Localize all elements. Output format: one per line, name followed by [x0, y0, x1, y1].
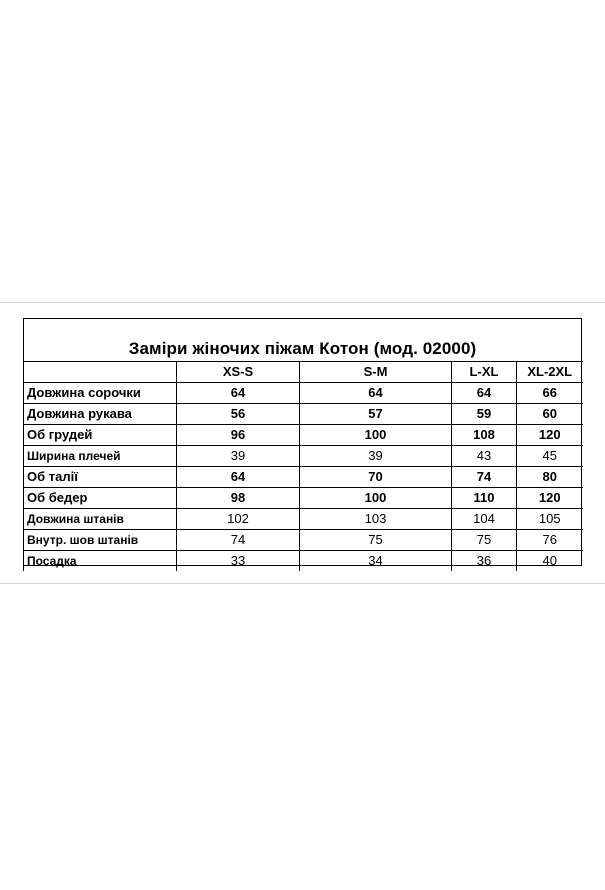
table-cell: 104	[452, 509, 517, 530]
table-row	[24, 530, 583, 551]
table-cell: 39	[177, 446, 300, 467]
header-size-xs-s: XS-S	[177, 362, 300, 383]
page-divider-top	[0, 302, 605, 303]
header-size-xl-2xl: XL-2XL	[517, 362, 583, 383]
table-cell: 100	[300, 425, 452, 446]
table-cell: 96	[177, 425, 300, 446]
header-size-s-m: S-M	[300, 362, 452, 383]
table-cell: 57	[300, 404, 452, 425]
table-row	[24, 446, 583, 467]
header-size-l-xl: L-XL	[452, 362, 517, 383]
table-cell: 102	[177, 509, 300, 530]
header-blank-cell	[24, 362, 177, 383]
table-cell: 56	[177, 404, 300, 425]
table-row	[24, 404, 583, 425]
chart-title: Заміри жіночих піжам Котон (мод. 02000)	[128, 339, 477, 358]
table-cell: 36	[452, 551, 517, 572]
row-label: Об талії	[24, 467, 177, 488]
table-cell: 59	[452, 404, 517, 425]
table-cell: 80	[517, 467, 583, 488]
table-cell: 98	[177, 488, 300, 509]
header-row	[24, 362, 583, 383]
table-cell: 64	[452, 383, 517, 404]
page-divider-bottom	[0, 583, 605, 584]
table-cell: 43	[452, 446, 517, 467]
row-label: Довжина сорочки	[24, 383, 177, 404]
table-cell: 100	[300, 488, 452, 509]
row-label: Довжина штанів	[24, 509, 177, 530]
table-cell: 76	[517, 530, 583, 551]
table-cell: 60	[517, 404, 583, 425]
table-cell: 120	[517, 488, 583, 509]
table-cell: 64	[300, 383, 452, 404]
row-label: Ширина плечей	[24, 446, 177, 467]
table-cell: 45	[517, 446, 583, 467]
table-cell: 103	[300, 509, 452, 530]
table-row	[24, 509, 583, 530]
table-cell: 74	[452, 467, 517, 488]
size-table	[23, 361, 583, 571]
table-cell: 33	[177, 551, 300, 572]
table-cell: 74	[177, 530, 300, 551]
size-chart	[23, 318, 582, 566]
table-cell: 120	[517, 425, 583, 446]
row-label: Внутр. шов штанів	[24, 530, 177, 551]
table-cell: 110	[452, 488, 517, 509]
table-cell: 75	[452, 530, 517, 551]
table-cell: 40	[517, 551, 583, 572]
table-cell: 105	[517, 509, 583, 530]
table-row	[24, 425, 583, 446]
table-row	[24, 488, 583, 509]
table-row	[24, 551, 583, 572]
row-label: Посадка	[24, 551, 177, 572]
table-row	[24, 467, 583, 488]
table-cell: 34	[300, 551, 452, 572]
row-label: Довжина рукава	[24, 404, 177, 425]
table-cell: 75	[300, 530, 452, 551]
table-cell: 64	[177, 383, 300, 404]
table-row	[24, 383, 583, 404]
table-cell: 66	[517, 383, 583, 404]
table-cell: 39	[300, 446, 452, 467]
table-cell: 64	[177, 467, 300, 488]
row-label: Об грудей	[24, 425, 177, 446]
table-cell: 70	[300, 467, 452, 488]
table-cell: 108	[452, 425, 517, 446]
row-label: Об бедер	[24, 488, 177, 509]
